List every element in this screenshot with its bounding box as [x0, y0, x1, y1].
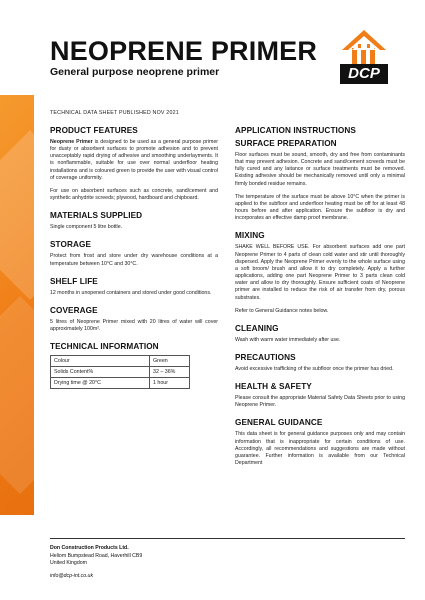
health-safety-section [235, 382, 405, 409]
shelf-life-heading: SHELF LIFE [50, 276, 98, 286]
precautions-text: Avoid excessive trafficking of the subfloor once the primer has dried. [235, 365, 394, 372]
storage-section [50, 240, 218, 267]
cleaning-text: Wash with warm water immediately after use. [235, 336, 341, 343]
health-safety-text: Please consult the appropriate Material Safety Data Sheets prior to using Neoprene Primer. [235, 395, 405, 409]
materials-text: Single component 5 litre bottle. [50, 224, 123, 231]
logo-roof-icon [340, 28, 388, 66]
published-date: TECHNICAL DATA SHEET PUBLISHED NOV 2021 [50, 110, 179, 116]
coverage-text: 5 litres of Neoprene Primer mixed with 20 litres of water will cover approximately 100m². [50, 318, 218, 333]
table-cell-value: 1 hour [150, 378, 190, 389]
storage-text: Protect from frost and store under dry warehouse conditions at a temperature between 10°C and 30°C. [50, 253, 218, 267]
general-guidance-section [235, 418, 405, 467]
coverage-heading: COVERAGE [50, 305, 98, 315]
cleaning-section [235, 324, 405, 344]
address-line-1: Heliom Bumpstead Road, Haverhill CB9 [50, 552, 143, 559]
shelf-life-text: 12 months in unopened containers and stored under good conditions. [50, 289, 212, 296]
table-row [51, 367, 190, 378]
accent-stripe-decoration [0, 95, 34, 515]
table-row [51, 378, 190, 389]
precautions-section [235, 353, 405, 373]
footer [50, 538, 405, 580]
table-cell-label: Drying time @ 20°C [51, 378, 150, 389]
page-subtitle: General purpose neoprene primer [50, 66, 220, 78]
product-features-usage: For use on absorbent surfaces such as concrete, sand/cement and synthetic anhydrite screeds; plywood, hardboard and chipboard. [50, 187, 218, 202]
surface-preparation-text-1: Floor surfaces must be sound, smooth, dry and free from contaminants that may prevent adhesion. Concrete and sand/cement screeds must be fully cured and any laitance or surface treatments must be removed. Existing adhesive should be mechanically removed until only a minimal firmly bonded residue remains. [235, 152, 405, 187]
surface-preparation-heading: SURFACE PREPARATION [235, 139, 337, 148]
product-features-section [50, 126, 218, 202]
page-title: NEOPRENE PRIMER [50, 36, 318, 66]
technical-table [50, 355, 190, 389]
coverage-section [50, 306, 218, 333]
cleaning-heading: CLEANING [235, 323, 279, 333]
product-name: Neoprene Primer [50, 139, 93, 145]
table-cell-label: Solids Content% [51, 367, 150, 378]
dcp-logo [340, 28, 388, 84]
right-column [235, 126, 405, 476]
mixing-text-1: SHAKE WELL BEFORE USE. For absorbent surfaces add one part Neoprene Primer to 4 parts of clean cold water and stir until thoroughly dispersed. Apply the Neoprene Primer evenly to the whole surface using a soft broom/ brush and allow it to dry completely. Apply a further applications, adding one part Neoprene Primer to 3 parts clean cold water and allow to dry thoroughly. Ensure sufficient coats of Neoprene primer are installed to reduce the risk of air transfer from dry, porous substrates. [235, 244, 405, 301]
table-cell-value: 32 – 36% [150, 367, 190, 378]
health-safety-heading: HEALTH & SAFETY [235, 382, 312, 392]
product-features-body: is designed to be used as a general purpose primer for dusty or absorbent surfaces to promote adhesion and to prevent unacceptably rapid drying of adhesive and smoothing underlayments. It is nonflammable, suitable for use over normal underfloor heating installations and is coloured green to provide the user with visual control of coverage uniformity. [50, 139, 218, 181]
materials-section [50, 211, 218, 231]
materials-heading: MATERIALS SUPPLIED [50, 211, 143, 221]
table-cell-value: Green [150, 356, 190, 367]
product-features-text [50, 139, 218, 182]
general-guidance-text: This data sheet is for general guidance purposes only and may contain information that is inappropriate for certain conditions of use. Accordingly, all recommendations and suggestions are made without guarantee. Further information is available from our Technical Department [235, 431, 405, 467]
mixing-text-2: Refer to General Guidance notes below. [235, 307, 329, 314]
general-guidance-heading: GENERAL GUIDANCE [235, 418, 323, 428]
contact-email[interactable]: info@dcp-int.co.uk [50, 572, 94, 579]
precautions-heading: PRECAUTIONS [235, 352, 296, 362]
mixing-section [235, 231, 405, 314]
left-column [50, 126, 218, 398]
application-heading: APPLICATION INSTRUCTIONS [235, 126, 356, 135]
surface-preparation-text-2: The temperature of the surface must be above 10°C when the primer is applied to the subfloor and underfloor heating must be off for at least 48 hours before and after application. Ensure the subfloor is dry and incorporates an effective damp proof membrane. [235, 193, 405, 222]
company-name: Don Construction Products Ltd. [50, 545, 129, 551]
storage-heading: STORAGE [50, 240, 92, 250]
table-row [51, 356, 190, 367]
technical-section [50, 342, 218, 389]
mixing-heading: MIXING [235, 231, 265, 241]
technical-heading: TECHNICAL INFORMATION [50, 342, 159, 352]
surface-preparation-section [235, 139, 405, 222]
logo-text: DCP [340, 64, 388, 84]
address-line-2: United Kingdom [50, 560, 87, 567]
table-cell-label: Colour [51, 356, 150, 367]
shelf-life-section [50, 277, 218, 297]
product-features-heading: PRODUCT FEATURES [50, 126, 138, 135]
